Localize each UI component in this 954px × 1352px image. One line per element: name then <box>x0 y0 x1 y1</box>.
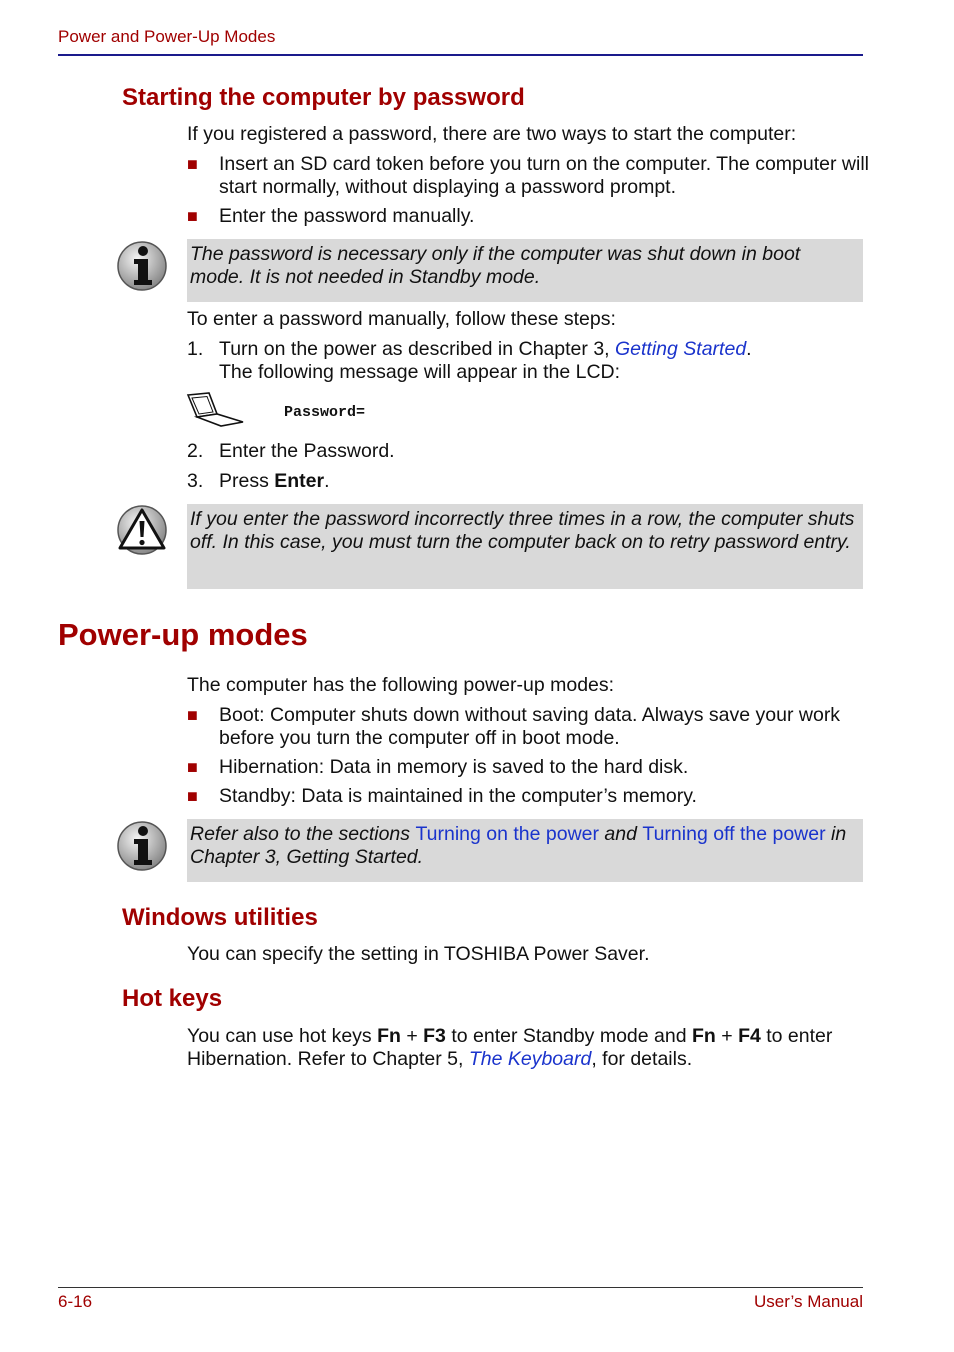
bullet-square-icon: ■ <box>187 154 198 174</box>
note-text: Refer also to the sections Turning on the power and Turning off the power in Chapter 3, Getting Started. <box>190 823 847 868</box>
password-intro: If you registered a password, there are two ways to start the computer: <box>187 123 797 145</box>
warning-icon <box>116 504 168 556</box>
info-icon <box>116 820 168 872</box>
list-item-text: Boot: Computer shuts down without saving data. Always save your work before you turn the computer off in boot mode. <box>219 704 841 749</box>
warning-text: If you enter the password incorrectly three times in a row, the computer shuts off. In this case, you must turn the computer back on to retry password entry. <box>190 508 855 553</box>
heading-power-up-modes: Power-up modes <box>58 617 308 652</box>
step-text: Turn on the power as described in Chapter 3, Getting Started. The following message will appear in the LCD: <box>219 338 752 383</box>
bullet-square-icon: ■ <box>187 206 198 226</box>
list-item-text: Enter the password manually. <box>219 205 475 227</box>
bullet-square-icon: ■ <box>187 705 198 725</box>
powerup-intro: The computer has the following power-up modes: <box>187 674 615 696</box>
link-turning-off-the-power[interactable]: Turning off the power <box>642 823 826 845</box>
running-header: Power and Power-Up Modes <box>58 27 276 46</box>
bullet-square-icon: ■ <box>187 786 198 806</box>
step-item <box>187 338 867 388</box>
key-f4: F4 <box>738 1025 761 1047</box>
heading-starting-by-password: Starting the computer by password <box>122 84 525 111</box>
footer-rule <box>58 1287 863 1288</box>
key-fn: Fn <box>377 1025 401 1047</box>
page-number: 6-16 <box>58 1292 93 1311</box>
key-fn: Fn <box>692 1025 716 1047</box>
step-text: Enter the Password. <box>219 440 395 462</box>
step-number: 1. <box>187 338 204 360</box>
list-item-text: Hibernation: Data in memory is saved to the hard disk. <box>219 756 689 778</box>
key-f3: F3 <box>423 1025 446 1047</box>
hot-keys-text: You can use hot keys Fn + F3 to enter Standby mode and Fn + F4 to enter Hibernation. Refer to Chapter 5, The Keyboard, for details. <box>187 1025 833 1070</box>
warning-box <box>187 504 863 589</box>
note-box <box>187 239 863 302</box>
enter-key-label: Enter <box>274 470 325 492</box>
step-number: 2. <box>187 440 204 462</box>
list-item-text: Insert an SD card token before you turn on the computer. The computer will start normally, without displaying a password prompt. <box>219 153 869 198</box>
list-item-text: Standby: Data is maintained in the computer’s memory. <box>219 785 697 807</box>
heading-hot-keys: Hot keys <box>122 985 223 1012</box>
lcd-message: Password= <box>284 404 366 421</box>
step-number: 3. <box>187 470 204 492</box>
header-rule <box>58 54 863 56</box>
heading-windows-utilities: Windows utilities <box>122 904 318 931</box>
note-text: The password is necessary only if the computer was shut down in boot mode. It is not needed in Standby mode. <box>190 243 801 288</box>
laptop-icon <box>185 392 247 428</box>
link-the-keyboard[interactable]: The Keyboard <box>468 1048 592 1070</box>
note-box <box>187 819 863 882</box>
manual-name: User’s Manual <box>754 1292 863 1311</box>
step-item <box>187 440 867 463</box>
link-turning-on-the-power[interactable]: Turning on the power <box>415 823 600 845</box>
step-item <box>187 470 867 493</box>
bullet-square-icon: ■ <box>187 757 198 777</box>
windows-utilities-text: You can specify the setting in TOSHIBA Power Saver. <box>187 943 650 965</box>
info-icon <box>116 240 168 292</box>
steps-intro: To enter a password manually, follow these steps: <box>187 308 616 330</box>
link-getting-started[interactable]: Getting Started <box>615 338 747 360</box>
step-text: Press Enter. <box>219 470 330 492</box>
